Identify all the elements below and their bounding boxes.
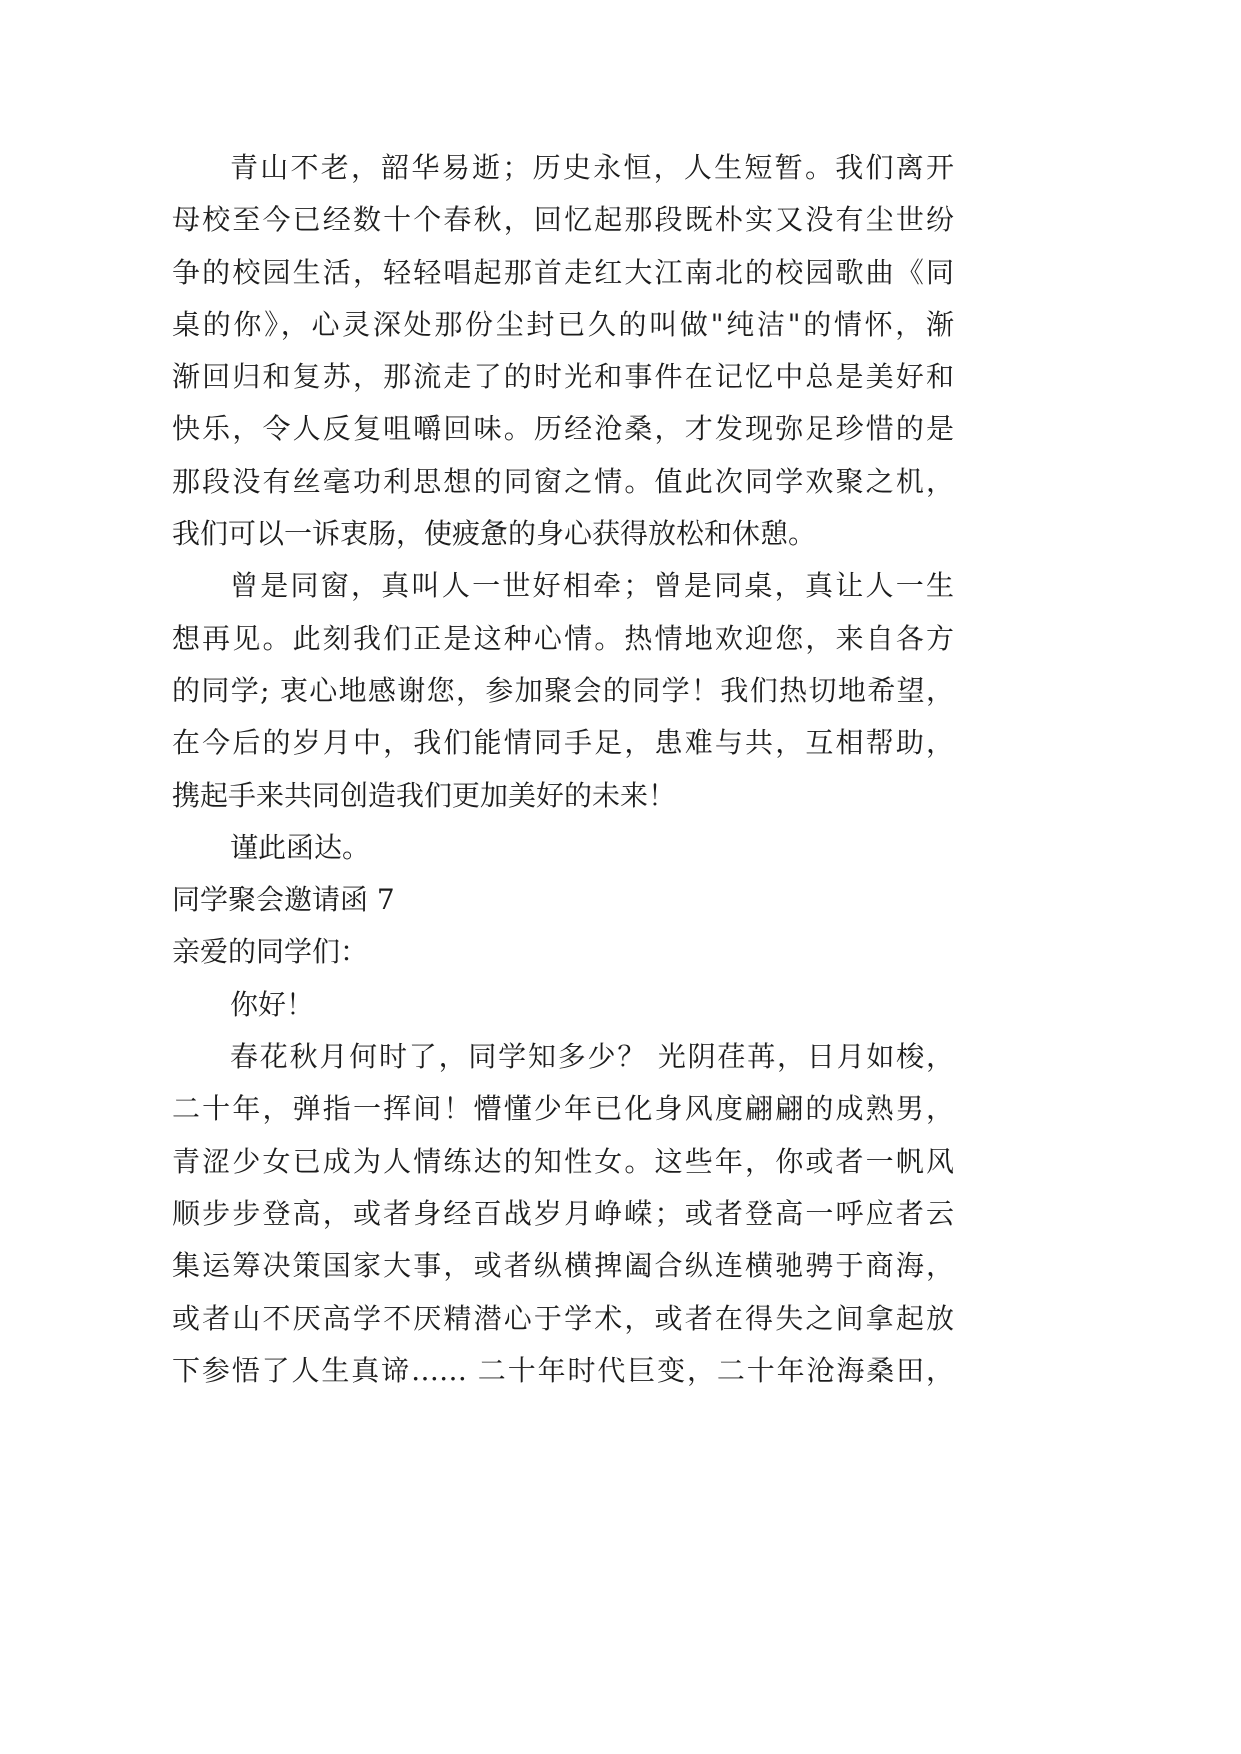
paragraph-line: 春花秋月何时了，同学知多少？ 光阴荏苒，日月如梭，: [230, 1040, 954, 1074]
paragraph-line: 我们可以一诉衷肠，使疲惫的身心获得放松和休憩。: [172, 517, 817, 551]
paragraph-line: 那段没有丝毫功利思想的同窗之情。值此次同学欢聚之机，: [172, 464, 954, 498]
letter-heading: 同学聚会邀请函 7: [172, 883, 395, 917]
paragraph-line: 争的校园生活，轻轻唱起那首走红大江南北的校园歌曲《同: [172, 255, 954, 289]
paragraph-line: 顺步步登高，或者身经百战岁月峥嵘；或者登高一呼应者云: [172, 1196, 954, 1230]
paragraph-line: 二十年，弹指一挥间！懵懂少年已化身风度翩翩的成熟男，: [172, 1092, 954, 1126]
paragraph-line: 青山不老，韶华易逝；历史永恒，人生短暂。我们离开: [230, 151, 954, 184]
paragraph-line: 在今后的岁月中，我们能情同手足，患难与共，互相帮助，: [172, 726, 954, 760]
paragraph-line: 的同学; 衷心地感谢您，参加聚会的同学！我们热切地希望，: [172, 673, 954, 707]
paragraph-line: 青涩少女已成为人情练达的知性女。这些年，你或者一帆风: [172, 1144, 954, 1178]
paragraph-line: 渐回归和复苏，那流走了的时光和事件在记忆中总是美好和: [172, 360, 954, 394]
salutation: 亲爱的同学们：: [172, 935, 369, 969]
document-body: [172, 142, 954, 1397]
paragraph-line: 携起手来共同创造我们更加美好的未来！: [172, 778, 677, 812]
paragraph-line: 桌的你》，心灵深处那份尘封已久的叫做"纯洁"的情怀，渐: [172, 307, 954, 341]
paragraph-reminiscence: [172, 142, 954, 560]
closing-line: 谨此函达。: [230, 830, 371, 864]
paragraph-welcome: [172, 560, 954, 821]
paragraph-line: 曾是同窗，真叫人一世好相牵；曾是同桌，真让人一生: [230, 569, 954, 603]
paragraph-line: 或者山不厌高学不厌精潜心于学术，或者在得失之间拿起放: [172, 1301, 954, 1335]
paragraph-line: 母校至今已经数十个春秋，回忆起那段既朴实又没有尘世纷: [172, 203, 954, 237]
greeting: 你好！: [230, 987, 315, 1021]
paragraph-line: 集运筹决策国家大事，或者纵横捭阖合纵连横驰骋于商海，: [172, 1249, 954, 1283]
paragraph-line: 快乐，令人反复咀嚼回味。历经沧桑，才发现弥足珍惜的是: [172, 412, 954, 446]
paragraph-line: 下参悟了人生真谛…… 二十年时代巨变，二十年沧海桑田，: [172, 1353, 954, 1387]
paragraph-line: 想再见。此刻我们正是这种心情。热情地欢迎您，来自各方: [172, 621, 954, 655]
paragraph-twenty-years: [172, 1031, 954, 1397]
